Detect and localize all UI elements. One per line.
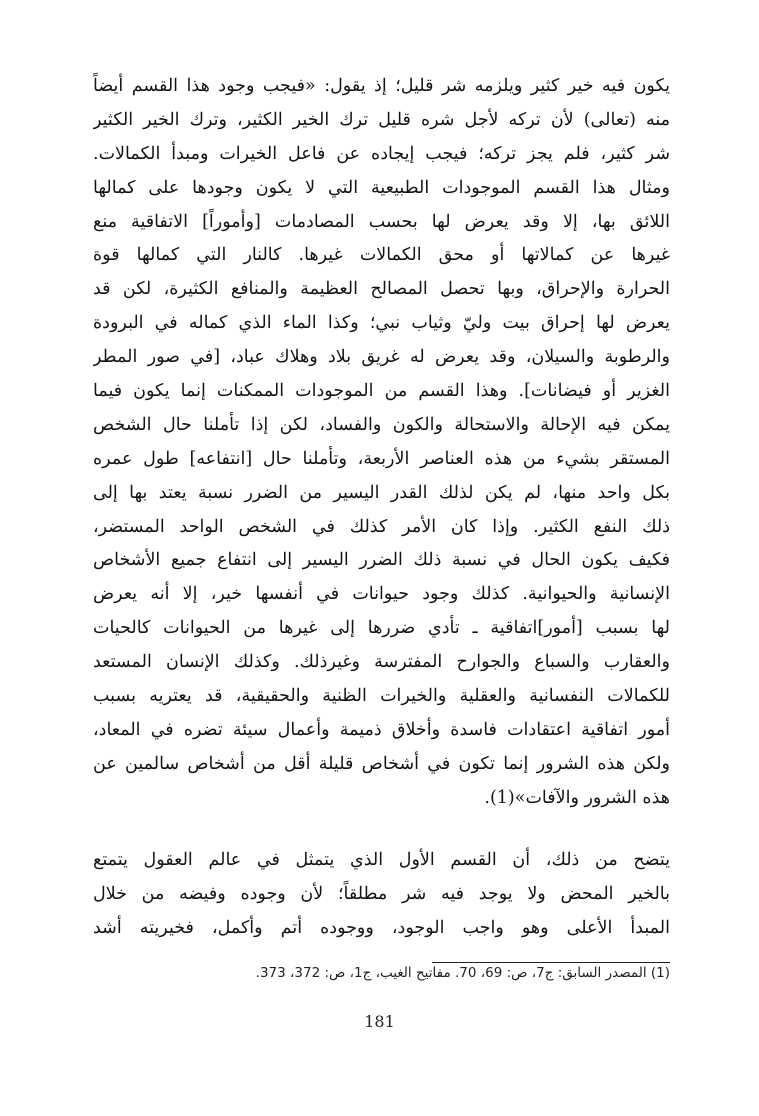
text-line: للكمالات النفسانية والعقلية والخيرات الظنية والحقيقية، قد يعتريه بسبب [93,686,670,707]
text-line: يمكن فيه الإحالة والاستحالة والكون والفساد، لكن إذا تأملنا حال الشخص [93,414,670,435]
text-line: يعرض لها إحراق بيت وليّ وثياب نبي؛ وكذا الماء الذي كماله في البرودة [93,313,670,334]
page-number: 181 [364,1012,395,1031]
text-line: يكون فيه خير كثير ويلزمه شر قليل؛ إذ يقول: «فيجب وجود هذا القسم أيضاً [93,76,670,96]
text-line: والعقارب والسباع والجوارح المفترسة وغيرذلك. وكذلك الإنسان المستعد [93,652,670,673]
text-line: غيرها عن كمالاتها أو محق الكمالات غيرها. كالنار التي كمالها قوة [93,245,670,266]
text-line: الإنسانية والحيوانية. كذلك وجود حيوانات في أنفسها خير، إلا أنه يعرض [93,584,670,605]
text-line: فكيف يكون الحال في نسبة ذلك الضرر اليسير إلى انتفاع جميع الأشخاص [93,550,670,571]
text-line: بكل واحد منها، لم يكن لذلك القدر اليسير من الضرر نسبة يعتد بها إلى [93,482,670,503]
paragraph-1 [93,70,670,816]
text-line: ذلك النفع الكثير. وإذا كان الأمر كذلك في الشخص الواحد المستضر، [93,516,670,537]
text-line: بالخير المحض ولا يوجد فيه شر مطلقاً؛ لأن وجوده وفيضه من خلال [93,883,670,904]
text-line: المبدأ الأعلى وهو واجب الوجود، ووجوده أتم وأكمل، فخيريته أشد [93,917,670,938]
text-line: منه (تعالى) لأن تركه لأجل شره قليل ترك الخير الكثير، وترك الخير الكثير [93,109,670,130]
text-line: الغزير أو فيضانات]. وهذا القسم من الموجودات الممكنات إنما يكون فيما [93,381,670,402]
text-line: الحرارة والإحراق، وبها تحصل المصالح العظيمة والمنافع الكثيرة، لكن قد [93,279,670,300]
text-line: والرطوبة والسيلان، وقد يعرض له غريق بلاد وهلاك عباد، [في صور المطر [93,347,670,368]
text-line: اللائق بها، إلا وقد يعرض لها بحسب المصادمات [وأموراً] الاتفاقية منع [93,211,670,232]
text-line: شر كثير، فلم يجز تركه؛ فيجب إيجاده عن فاعل الخيرات ومبدأ الكمالات. [93,143,670,164]
text-line: ولكن هذه الشرور إنما تكون في أشخاص قليلة أقل من أشخاص سالمين عن [93,753,670,774]
text-line: لها بسبب [أمور]اتفاقية ـ تأدي ضررها إلى غيرها من الحيوانات كالحيات [93,618,670,639]
footnote: (1) المصدر السابق: ج7، ص: 69، 70. مفاتيح الغيب، ج1، ص: 372، 373. [255,965,670,981]
text-line: يتضح من ذلك، أن القسم الأول الذي يتمثل في عالم العقول يتمتع [93,850,670,870]
text-line-last: هذه الشرور والآفات»(1). [484,787,670,808]
text-line: ومثال هذا القسم الموجودات الطبيعية التي لا يكون وجودها على كمالها [93,177,670,198]
paragraph-2 [93,844,670,946]
text-line: المستقر بشيء من هذه العناصر الأربعة، وتأملنا حال [انتفاعه] طول عمره [93,448,670,469]
text-line: أمور اتفاقية اعتقادات فاسدة وأخلاق ذميمة وأعمال سيئة تضره في المعاد، [93,719,670,740]
